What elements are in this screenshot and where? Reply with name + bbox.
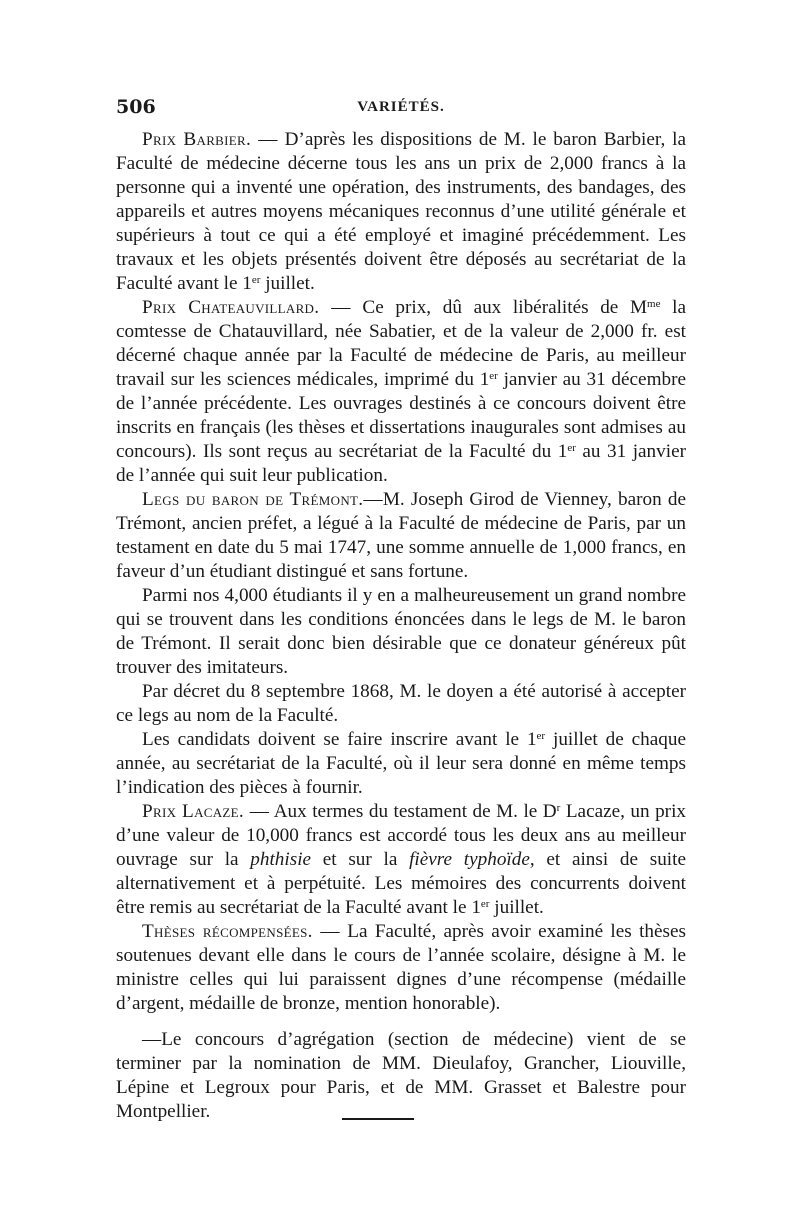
paragraph-prix-lacaze (116, 800, 686, 920)
paragraph-text: juillet. (260, 273, 315, 294)
paragraph-text: la comtesse de Chatauvillard, née Sabatier, et de la valeur de 2,000 fr. est décerné chaque année par la Faculté de médecine de Paris, au meilleur travail sur les sciences médicales, imprimé du 1 (116, 297, 686, 390)
paragraph-text: Les candidats doivent se faire inscrire avant le 1 (142, 729, 537, 750)
paragraph-prix-chateauvillard (116, 296, 686, 488)
section-heading-legs-tremont: Legs du baron de Trémont.— (142, 489, 383, 510)
paragraph-text: Parmi nos 4,000 étudiants il y en a malheureusement un grand nombre qui se trouvent dans les conditions énoncées dans le legs de M. le baron de Trémont. Il serait donc bien désirable que ce donateur généreux pût trouver des imitateurs. (116, 585, 686, 678)
italic-term-phthisie: phthisie (250, 849, 312, 870)
section-heading-prix-chateauvillard: Prix Chateauvillard. — (142, 297, 351, 318)
section-heading-prix-barbier: Prix Barbier. — (142, 129, 278, 150)
superscript: me (647, 298, 661, 310)
superscript: er (251, 274, 261, 286)
paragraph-text: juillet de chaque année, au secrétariat de la Faculté, où il leur sera donné en même temps l’indication des pièces à fournir. (116, 729, 686, 798)
paragraph-text: Aux termes du testament de M. le D (269, 801, 557, 822)
running-head: VARIÉTÉS. (357, 99, 445, 115)
section-heading-theses: Thèses récompensées. — (142, 921, 340, 942)
paragraph-text: M. Joseph Girod de Vienney, baron de Trémont, ancien préfet, a légué à la Faculté de médecine de Paris, par un testament en date du 5 mai 1747, une somme annuelle de 1,000 francs, en faveur d’un étudiant distingué et sans fortune. (116, 489, 686, 582)
paragraph-text: juillet. (489, 897, 544, 918)
italic-term-fievre-typhoide: fièvre typhoïde (409, 849, 530, 870)
paragraph-text: Lacaze, un prix d’une valeur de 10,000 francs est accordé tous les deux ans au meilleur ouvrage sur la (116, 801, 686, 870)
paragraph-text: Ce prix, dû aux libéralités de M (350, 297, 648, 318)
paragraph-text: et sur la (311, 849, 410, 870)
page-number: 506 (116, 96, 156, 118)
paragraph-decret (116, 680, 686, 728)
superscript: er (536, 730, 546, 742)
paragraph-legs-tremont (116, 488, 686, 584)
paragraph-theses-recompensees (116, 920, 686, 1016)
paragraph-text: , et ainsi de suite alternativement et à perpétuité. Les mémoires des concurrents doivent être remis au secrétariat de la Faculté avant le 1 (116, 849, 686, 918)
superscript: er (480, 898, 490, 910)
superscript: r (556, 802, 561, 814)
paragraph-prix-barbier (116, 128, 686, 296)
paragraph-text: La Faculté, après avoir examiné les thèses soutenues devant elle dans le cours de l’année scolaire, désigne à M. le ministre celles qui lui paraissent dignes d’une récompense (médaille d’argent, médaille de bronze, mention honorable). (116, 921, 686, 1014)
superscript: er (567, 442, 576, 454)
paragraph-etudiants (116, 584, 686, 680)
paragraph-candidats (116, 728, 686, 800)
paragraph-agregation (116, 1028, 686, 1124)
paragraph-text: Par décret du 8 septembre 1868, M. le doyen a été autorisé à accepter ce legs au nom de la Faculté. (116, 681, 686, 726)
body-text (116, 128, 686, 1124)
paragraph-text: D’après les dispositions de M. le baron Barbier, la Faculté de médecine décerne tous les ans un prix de 2,000 francs à la personne qui a inventé une opération, des instruments, des bandages, des appareils et autres moyens mécaniques reconnus d’une utilité générale et supérieurs à tout ce qui a été employé et imaginé précédemment. Les travaux et les objets présentés doivent être déposés au secrétariat de la Faculté avant le 1 (116, 129, 686, 294)
end-rule-divider (342, 1118, 414, 1120)
superscript: er (489, 370, 498, 382)
page-header (116, 96, 686, 124)
section-heading-prix-lacaze: Prix Lacaze. — (142, 801, 270, 822)
paragraph-text: —Le concours d’agrégation (section de médecine) vient de se terminer par la nomination de MM. Dieulafoy, Grancher, Liouville, Lépine et Legroux pour Paris, et de MM. Grasset et Balestre pour Montpellier. (116, 1029, 686, 1122)
paragraph-text: janvier au 31 décembre de l’année précédente. Les ouvrages destinés à ce concours doivent être inscrits en français (les thèses et dissertations inaugurales sont admises au concours). Ils sont reçus au secrétariat de la Faculté du 1 (116, 369, 687, 462)
paragraph-text: au 31 janvier de l’année qui suit leur publication. (116, 441, 686, 486)
